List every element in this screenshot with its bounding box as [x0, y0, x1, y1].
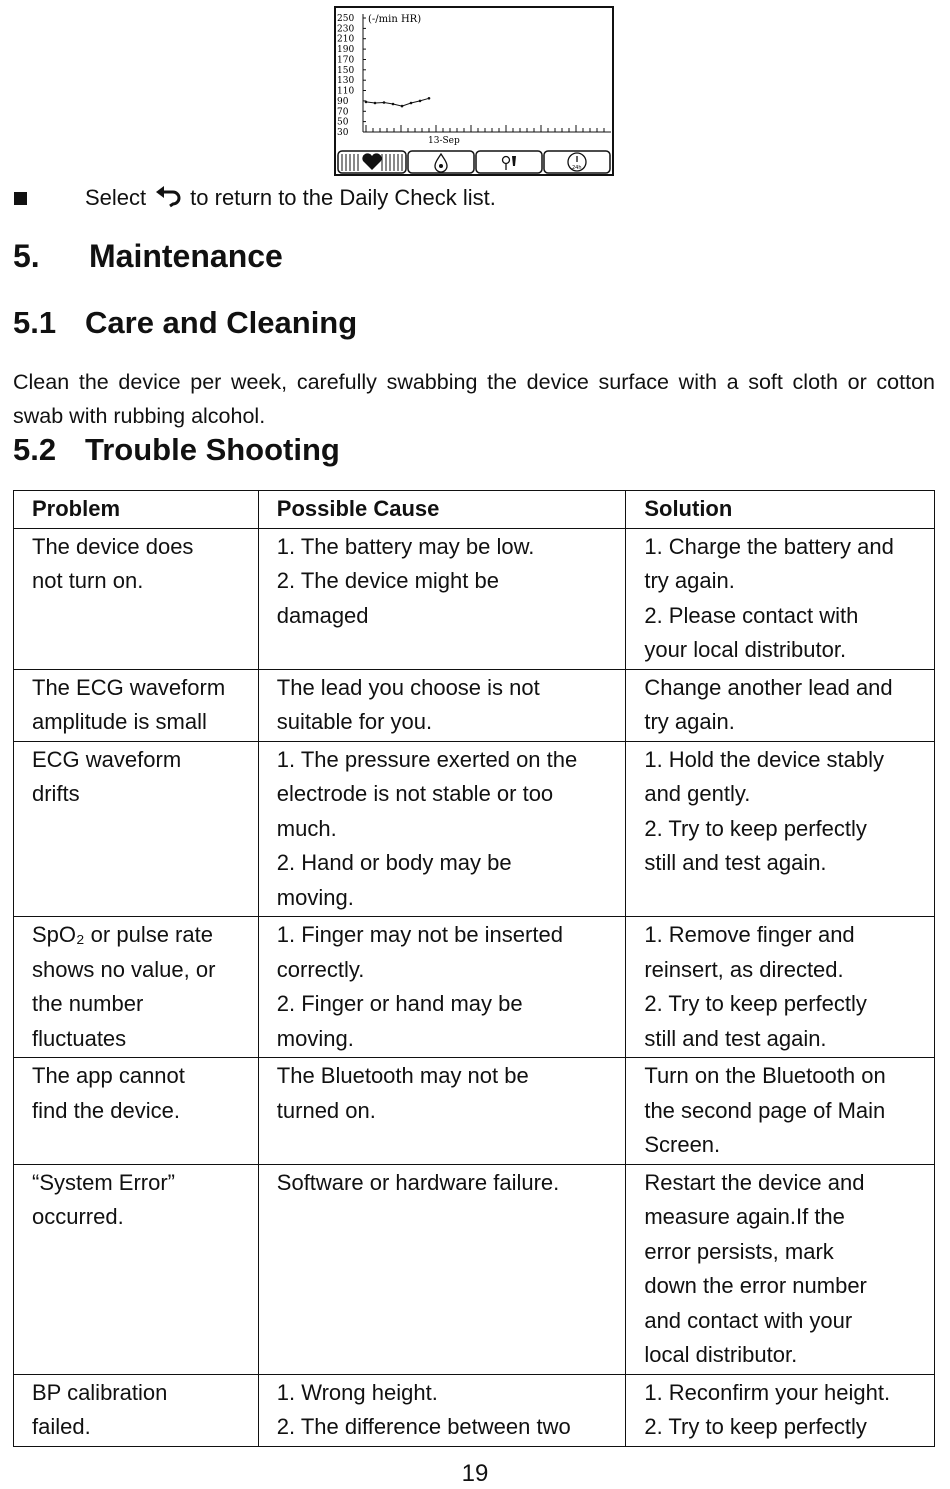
cell-text: 2. Please contact with	[644, 602, 859, 628]
header-solution: Solution	[626, 491, 935, 529]
y-tick-label: 190	[337, 45, 355, 56]
y-tick-label: 70	[337, 107, 349, 118]
cell-text: 2. Finger or hand may be	[276, 991, 523, 1016]
section-number: 5.	[13, 238, 40, 274]
cell-cause	[258, 1058, 626, 1165]
cell-solution	[626, 669, 935, 741]
cell-text: 2. Try to keep perfectly	[644, 815, 867, 841]
y-tick-label: 50	[337, 117, 349, 128]
cell-text: The lead you choose is not	[276, 674, 540, 700]
date-label: 13-Sep	[428, 136, 460, 146]
hr-point	[428, 97, 431, 100]
cell-text: fluctuates	[32, 1025, 127, 1051]
section-title: Maintenance	[89, 238, 283, 274]
cell-text: Change another lead and	[644, 674, 893, 700]
trouble-number: 5.2	[13, 432, 57, 467]
cell-text: 1. The pressure exerted on the	[276, 746, 578, 772]
cell-text: moving.	[276, 1025, 354, 1051]
cell-text: electrode is not stable or too	[276, 781, 554, 806]
cell-problem	[14, 528, 259, 669]
cell-text: and contact with your	[644, 1307, 853, 1333]
hr-point	[392, 103, 395, 106]
cell-text: measure again.If the	[644, 1204, 845, 1229]
cell-text: 2. Hand or body may be	[276, 850, 512, 875]
cell-text: 1. Charge the battery and	[644, 533, 894, 559]
header-cause: Possible Cause	[258, 491, 626, 529]
trouble-title: Trouble Shooting	[85, 432, 340, 467]
cell-text: reinsert, as directed.	[644, 956, 844, 982]
hr-point	[374, 102, 377, 105]
cell-text: the number	[32, 991, 144, 1016]
cell-text: 2. The difference between two	[276, 1414, 571, 1439]
cell-text: your local distributor.	[644, 637, 847, 662]
cell-text: try again.	[644, 568, 735, 593]
y-tick-label: 110	[337, 86, 355, 97]
cell-text: and gently.	[644, 781, 751, 806]
cell-text: moving.	[276, 884, 354, 910]
hr-point	[410, 102, 413, 105]
cell-text: correctly.	[276, 956, 365, 982]
cell-text: 1. Finger may not be inserted	[276, 922, 563, 947]
cell-cause	[258, 1374, 626, 1446]
cell-text: down the error number	[644, 1273, 867, 1298]
cell-text: 1. Hold the device stably	[644, 746, 885, 772]
cell-cause	[258, 917, 626, 1058]
cell-text: damaged	[276, 602, 369, 628]
cell-text: 1. The battery may be low.	[276, 533, 535, 559]
cell-cause	[258, 669, 626, 741]
cell-text: 2. The device might be	[276, 568, 499, 593]
cell-cause	[258, 741, 626, 917]
cell-solution	[626, 1164, 935, 1374]
cell-text: The device does	[32, 533, 194, 559]
hr-point	[383, 101, 386, 104]
unit-label: (-/min HR)	[368, 14, 422, 25]
cell-text: error persists, mark	[644, 1238, 834, 1264]
care-title: Care and Cleaning	[85, 305, 358, 340]
y-tick-label: 150	[337, 65, 355, 76]
instruction-line	[14, 183, 496, 213]
care-paragraph: Clean the device per week, carefully swabbing the device surface with a soft cloth or cotton swab with rubbing alcohol.	[13, 370, 935, 428]
cell-text: local distributor.	[644, 1342, 798, 1367]
cell-text: Turn on the Bluetooth on	[644, 1063, 886, 1088]
cell-solution	[626, 741, 935, 917]
table-row	[14, 669, 935, 741]
cell-text: BP calibration	[32, 1379, 168, 1405]
y-tick-label: 250	[337, 14, 355, 24]
care-heading	[13, 305, 357, 341]
hr-trend-chart	[336, 8, 612, 174]
cell-solution	[626, 528, 935, 669]
cell-text: 1. Wrong height.	[276, 1379, 438, 1405]
tab-drop[interactable]	[408, 151, 474, 173]
return-arrow-icon	[154, 185, 182, 211]
cell-text: shows no value, or	[32, 956, 216, 982]
tab-clock[interactable]	[544, 151, 610, 173]
cell-text: The ECG waveform	[32, 674, 226, 700]
y-tick-label: 130	[337, 76, 355, 87]
tab-temperature[interactable]	[476, 151, 542, 173]
table-row	[14, 1058, 935, 1165]
instruction-after: to return to the Daily Check list.	[190, 185, 496, 210]
y-tick-label: 230	[337, 24, 355, 35]
cell-text: turned on.	[276, 1097, 376, 1123]
table-row	[14, 917, 935, 1058]
tab-heart[interactable]	[338, 151, 406, 173]
cell-problem	[14, 1164, 259, 1374]
device-screen	[334, 6, 614, 176]
cell-text: “System Error”	[32, 1169, 175, 1195]
cell-text: 1. Remove finger and	[644, 922, 855, 947]
cell-solution	[626, 1374, 935, 1446]
table-row	[14, 528, 935, 669]
clock-24h-text: 24h	[572, 165, 582, 171]
hr-point	[419, 100, 422, 103]
trouble-shooting-table	[13, 490, 935, 1447]
cell-text: The Bluetooth may not be	[276, 1063, 529, 1088]
cell-text: try again.	[644, 709, 735, 734]
cell-text: Restart the device and	[644, 1169, 865, 1195]
header-problem: Problem	[14, 491, 259, 529]
cell-solution	[626, 917, 935, 1058]
cell-problem	[14, 1058, 259, 1165]
cell-text: Software or hardware failure.	[276, 1169, 560, 1195]
cell-problem	[14, 669, 259, 741]
y-tick-label: 30	[337, 128, 349, 138]
cell-problem	[14, 741, 259, 917]
y-tick-label: 90	[337, 96, 349, 107]
y-tick-label: 210	[337, 34, 355, 45]
page-number: 19	[461, 1460, 489, 1487]
cell-text: the second page of Main	[644, 1097, 886, 1123]
cell-text: amplitude is small	[32, 709, 207, 734]
cell-cause	[258, 1164, 626, 1374]
bullet-square-icon	[14, 192, 27, 205]
cell-text: suitable for you.	[276, 709, 433, 734]
cell-text: not turn on.	[32, 568, 144, 593]
cell-solution	[626, 1058, 935, 1165]
cell-text: drifts	[32, 781, 80, 806]
cell-text: find the device.	[32, 1097, 180, 1123]
hr-point	[365, 101, 368, 104]
cell-text: 1. Reconfirm your height.	[644, 1379, 891, 1405]
table-row	[14, 1164, 935, 1374]
cell-text: much.	[276, 815, 337, 841]
cell-text: The app cannot	[32, 1063, 185, 1088]
instruction-before: Select	[85, 185, 147, 210]
cell-problem	[14, 1374, 259, 1446]
y-tick-label: 170	[337, 55, 355, 66]
cell-problem	[14, 917, 259, 1058]
table-row	[14, 1374, 935, 1446]
table-row	[14, 741, 935, 917]
cell-text: ECG waveform	[32, 746, 182, 772]
cell-text: SpO₂ or pulse rate	[32, 922, 213, 947]
table-header-row	[14, 491, 935, 529]
cell-text: 2. Try to keep perfectly	[644, 991, 867, 1016]
cell-cause	[258, 528, 626, 669]
cell-text: Screen.	[644, 1132, 721, 1157]
care-number: 5.1	[13, 305, 57, 340]
cell-text: still and test again.	[644, 850, 827, 875]
cell-text: failed.	[32, 1414, 91, 1439]
cell-text: occurred.	[32, 1204, 124, 1229]
cell-text: 2. Try to keep perfectly	[644, 1414, 867, 1439]
cell-text: still and test again.	[644, 1025, 827, 1051]
tab-bar	[338, 151, 610, 173]
hr-point	[401, 105, 404, 108]
trouble-heading	[13, 432, 340, 468]
section-heading	[13, 238, 283, 275]
